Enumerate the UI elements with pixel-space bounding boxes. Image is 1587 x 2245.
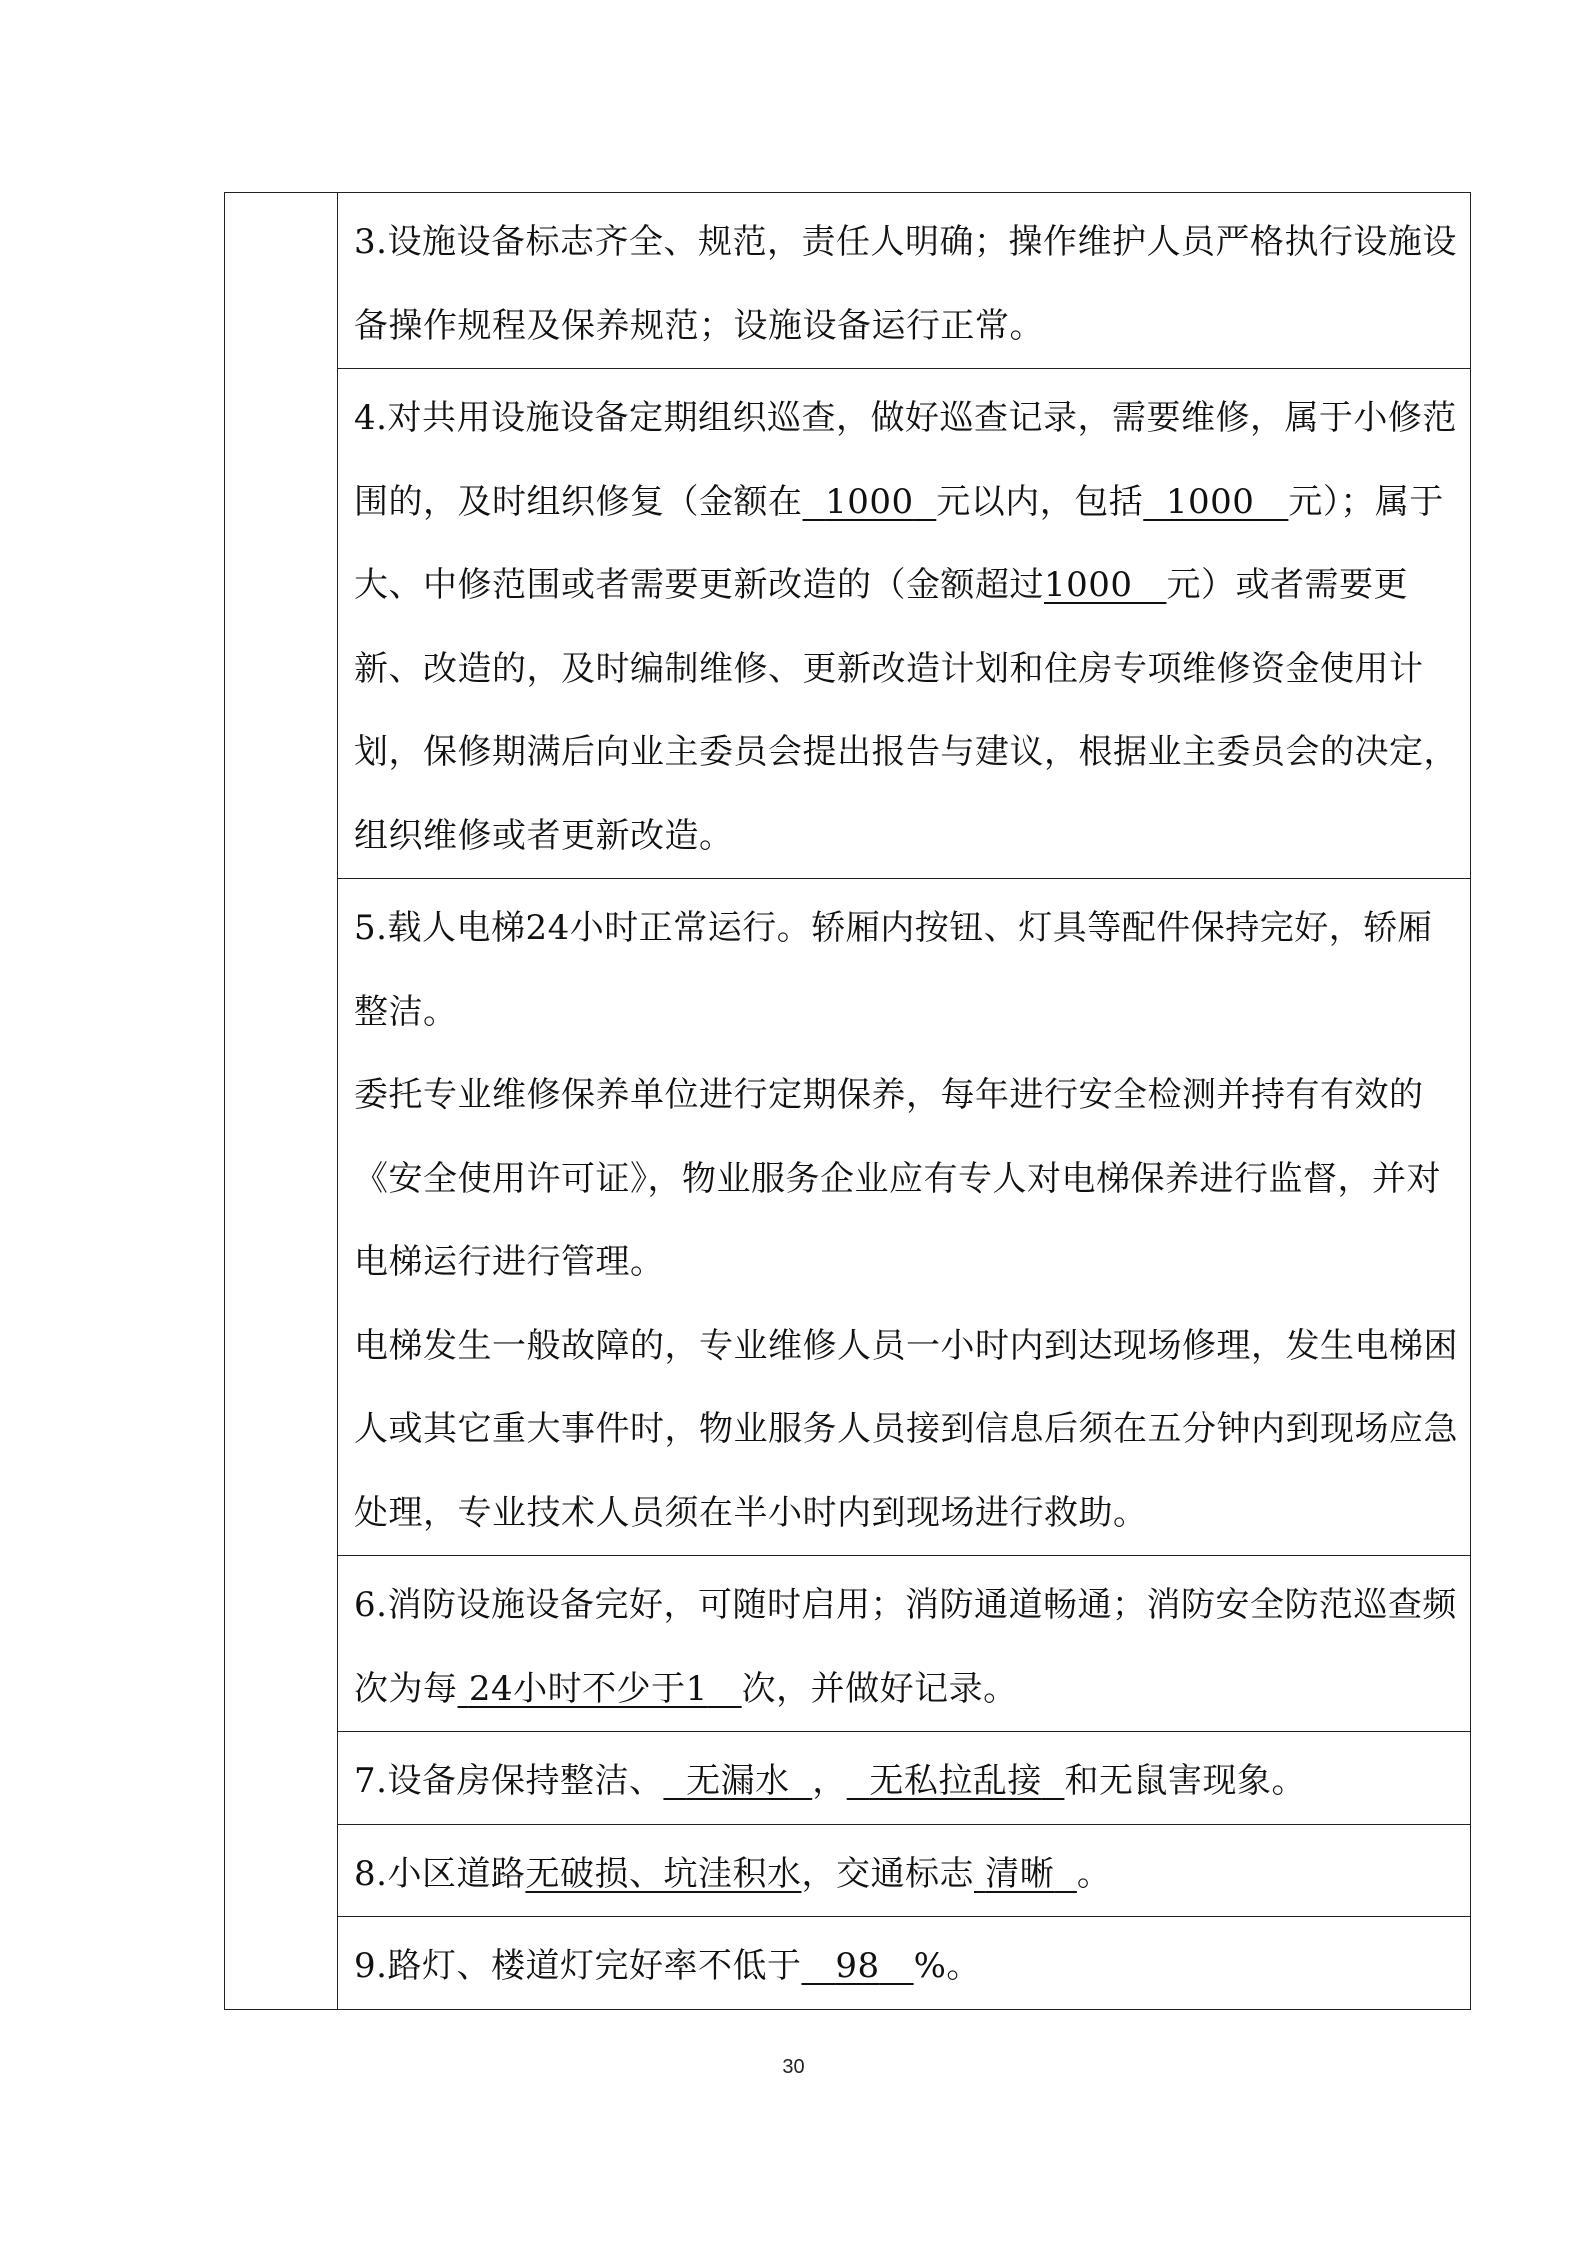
blank-value: 无破损、坑洼积水 [525,1853,802,1894]
text-run: 委托专业维修保养单位进行定期保养，每年进行安全检测并持有有效的《安全使用许可证》，物业服务企业应有专人对电梯保养进行监督，并对电梯运行进行管理。 [354,1075,1441,1282]
paragraph [354,1925,1460,2009]
blank-value: 1000 [825,481,914,522]
blank-value: 清晰 [985,1853,1055,1894]
paragraph [354,1305,1460,1556]
paragraph [354,1833,1460,1917]
text-run: 元以内，包括 [936,481,1144,522]
blank-value: 24小时不少于1 [468,1668,708,1709]
text-run: 和无鼠害现象。 [1064,1761,1306,1801]
fill-in-blank [1143,482,1288,522]
table-row [225,1556,1471,1732]
cell-text [338,1917,1470,2009]
page-number: 30 [782,2056,805,2078]
paragraph [354,1740,1460,1824]
cell-text [338,1732,1470,1824]
text-run: 9.路灯、楼道灯完好率不低于 [354,1946,802,1986]
paragraph [354,1054,1460,1305]
table-row [225,1824,1471,1917]
text-run: ，交通标志 [801,1853,974,1894]
standard-cell-6 [338,1556,1471,1732]
cell-text [338,1556,1470,1731]
standard-cell-5 [338,879,1471,1556]
cell-text [338,1825,1470,1917]
text-run: 3.设施设备标志齐全、规范，责任人明确；操作维护人员严格执行设施设备操作规程及保养规范；设施设备运行正常。 [354,222,1457,346]
text-run: 4.对共用设施设备定期组织巡查，做好巡查记录，需要维修，属于小修范围的，及时组织修复（金额在 [354,398,1457,522]
text-run: 次，并做好记录。 [741,1668,1018,1709]
text-run: %。 [913,1946,981,1986]
table-row [225,193,1471,369]
cell-text [338,369,1470,878]
text-run: 6.消防设施设备完好，可随时启用；消防通道畅通；消防安全防范巡查频次为每 [354,1585,1457,1709]
text-run: 5.载人电梯24小时正常运行。轿厢内按钮、灯具等配件保持完好，轿厢整洁。 [354,908,1433,1032]
fill-in-blank [974,1854,1077,1894]
fill-in-blank [847,1761,1065,1801]
fill-in-blank [801,1946,913,1986]
blank-value: 1000 [1165,481,1255,522]
blank-value: 无私拉乱接 [869,1761,1042,1801]
standard-cell-8 [338,1824,1471,1917]
text-run: 7.设备房保持整洁、 [354,1761,664,1801]
fill-in-blank [803,482,937,522]
blank-value: 1000 [1044,565,1133,605]
blank-value: 98 [835,1946,880,1986]
fill-in-blank [663,1761,812,1801]
text-run: 元）或者需要更新、改造的，及时编制维修、更新改造计划和住房专项维修资金使用计划，保修期满后向业主委员会提出报告与建议，根据业主委员会的决定，组织维修或者更新改造。 [354,565,1458,856]
paragraph [354,1564,1460,1731]
text-run: ， [812,1761,847,1801]
standard-cell-4 [338,369,1471,879]
table-row [225,1732,1471,1825]
cell-text [338,879,1470,1555]
fill-in-blank [525,1854,801,1894]
standard-cell-9 [338,1917,1471,2010]
table-row [225,369,1471,879]
category-cell [225,193,338,2010]
text-run: 。 [1076,1853,1112,1894]
paragraph [354,377,1460,878]
fill-in-blank [458,1669,742,1709]
text-run: 元）；属于大、中修范围或者需要更新改造的（金额超过 [354,481,1444,605]
text-run: 8.小区道路 [354,1853,526,1894]
service-standard-table [224,192,1471,2010]
standard-cell-3 [338,193,1471,369]
paragraph [354,201,1460,368]
text-run: 电梯发生一般故障的，专业维修人员一小时内到达现场修理，发生电梯困人或其它重大事件时，物业服务人员接到信息后须在五分钟内到现场应急处理，专业技术人员须在半小时内到现场进行救助。 [354,1325,1458,1533]
standard-cell-7 [338,1732,1471,1825]
paragraph [354,887,1460,1054]
fill-in-blank [1044,565,1166,605]
table-row [225,1917,1471,2010]
table-row [225,879,1471,1556]
blank-value: 无漏水 [686,1761,790,1801]
cell-text [338,193,1470,368]
